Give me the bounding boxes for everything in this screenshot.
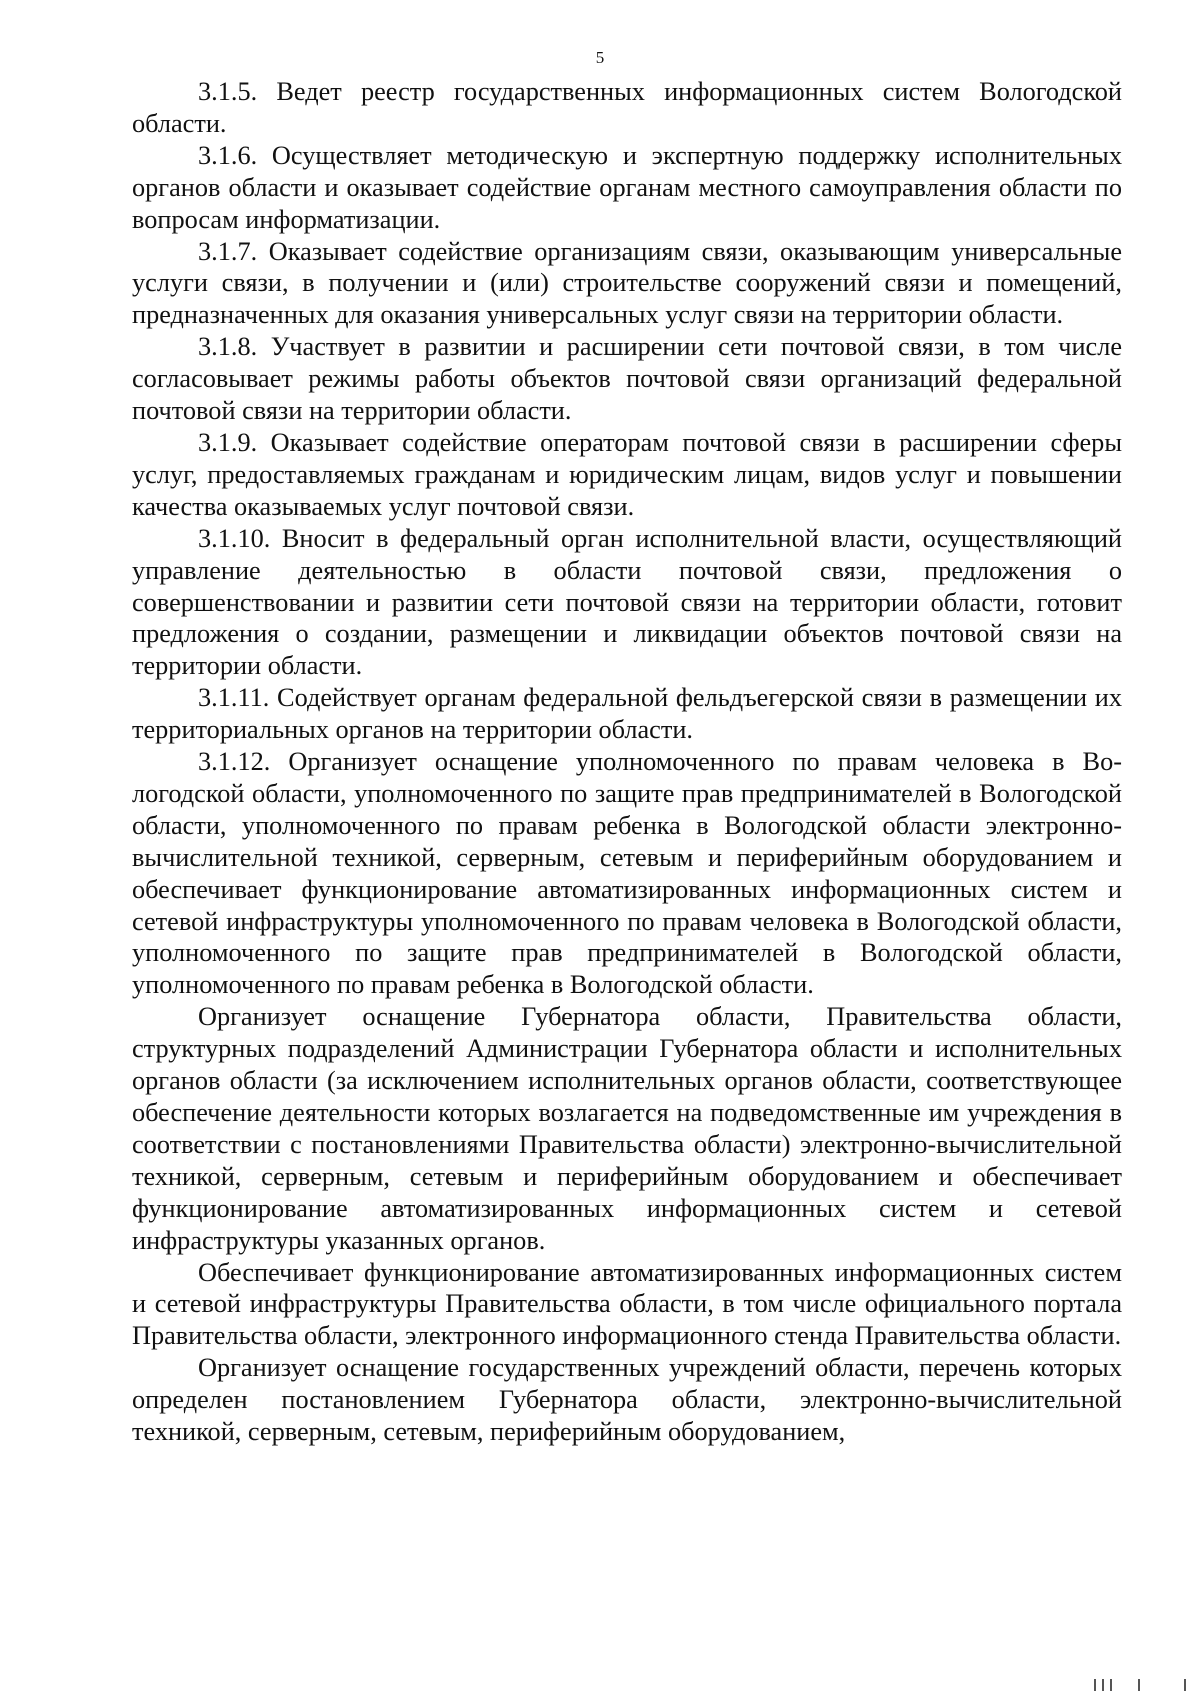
paragraph-3-1-9: 3.1.9. Оказывает содействие операторам почтовой связи в расширении сферы услуг, предоставляемых гражданам и юридическим лицам, видов услуг и повышении качества оказываемых услуг почтовой связи. xyxy=(132,427,1122,521)
page-number: 5 xyxy=(595,48,605,67)
paragraph-3-1-6: 3.1.6. Осуществляет методическую и экспертную поддержку исполнительных органов области и оказывает содействие органам местного самоуправления области по вопросам информатизации. xyxy=(132,140,1122,234)
paragraph-3-1-7: 3.1.7. Оказывает содействие организациям связи, оказывающим универсальные услуги связи, в получении и (или) строительстве сооружений связи и помещений, предназначенных для оказания универсальных услуг связи на территории области. xyxy=(132,236,1122,330)
paragraph-governor-equipment: Организует оснащение Губернатора области, Правительства области, структурных подразделений Администрации Губернатора области и исполнительных органов области (за исключением исполнительных органов области, соответствующее обеспечение деятельности которых возлагается на подведомственные им учреждения в соответствии с постановлениями Правительства области) электронно-вычислительной техникой, серверным, сетевым и периферийным оборудованием и обеспечивает функционирование автоматизированных информационных систем и сетевой инфраструктуры указанных органов. xyxy=(132,1002,1122,1255)
paragraph-state-institutions: Организует оснащение государственных учреждений области, перечень которых определен постановлением Губернатора области, электронно-вычислительной техникой, серверным, сетевым, периферийным оборудованием, xyxy=(132,1353,1122,1447)
paragraph-3-1-10: 3.1.10. Вносит в федеральный орган исполнительной власти, осуществляющий управление деятельностью в области почтовой связи, предложения о совершенствовании и развитии сети почтовой связи на территории области, готовит предложения о создании, размещении и ликвидации объектов почтовой связи на территории области. xyxy=(132,523,1122,681)
paragraph-3-1-11: 3.1.11. Содействует органам федеральной фельдъегерской связи в размещении их территориальных органов на территории области. xyxy=(132,683,1122,745)
paragraph-3-1-5: 3.1.5. Ведет реестр государственных информационных систем Вологодской области. xyxy=(132,77,1122,138)
paragraph-government-systems: Обеспечивает функционирование автоматизированных информационных систем и сетевой инфраструктуры Правительства области, в том числе официального портала Правительства области, электронного информационного стенда Правительства области. xyxy=(132,1257,1122,1351)
paragraph-3-1-8: 3.1.8. Участвует в развитии и расширении сети почтовой связи, в том числе согласовывает режимы работы объектов почтовой связи организаций федеральной почтовой связи на территории области. xyxy=(132,332,1122,426)
document-body xyxy=(132,76,1122,1448)
paragraph-3-1-12: 3.1.12. Организует оснащение уполномоченного по правам человека в Вологодской области, уполномоченного по защите прав предпринимателей в Вологодской области, уполномоченного по правам ребенка в Вологодской области электронно-вычислительной техникой, серверным, сетевым и периферийным оборудованием и обеспечивает функционирование автоматизированных информационных систем и сетевой инфраструктуры уполномоченного по правам человека в Вологодской области, уполномоченного по защите прав предпринимателей в Вологодской области, уполномоченного по правам ребенка в Вологодской области. xyxy=(132,747,1122,1000)
scan-edge-marks xyxy=(1080,1677,1200,1691)
